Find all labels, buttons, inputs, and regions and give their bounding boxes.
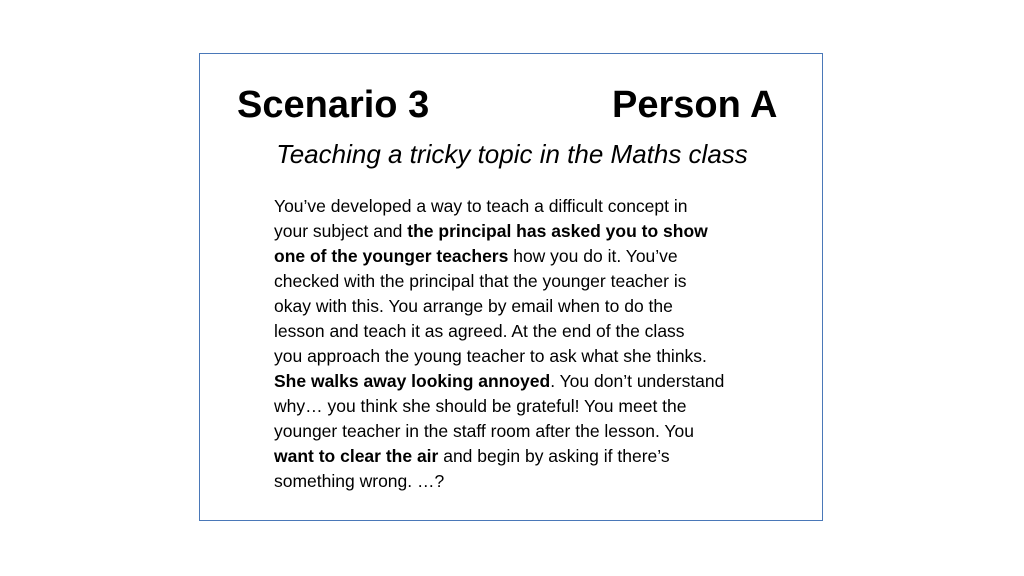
body-bold-segment: the principal has asked you to show: [407, 221, 708, 241]
scenario-card: [199, 53, 823, 521]
body-line: You’ve developed a way to teach a difficult concept in: [274, 196, 688, 216]
body-line: younger teacher in the staff room after the lesson. You: [274, 421, 694, 441]
scenario-description: [274, 194, 764, 494]
body-line: lesson and teach it as agreed. At the end of the class: [274, 321, 685, 341]
body-text-segment: . You don’t understand: [550, 371, 725, 391]
body-bold-segment: one of the younger teachers: [274, 246, 509, 266]
body-line: [274, 444, 764, 469]
body-line: [274, 369, 764, 394]
body-text-segment: and begin by asking if there’s: [438, 446, 670, 466]
body-line: something wrong. …?: [274, 471, 445, 491]
body-line: [274, 219, 764, 244]
person-title: Person A: [612, 84, 778, 126]
body-line: [274, 244, 764, 269]
body-bold-segment: want to clear the air: [274, 446, 439, 466]
body-bold-segment: She walks away looking annoyed: [274, 371, 551, 391]
body-line: you approach the young teacher to ask what she thinks.: [274, 346, 707, 366]
body-text-segment: how you do it. You’ve: [508, 246, 678, 266]
body-text-segment: your subject and: [274, 221, 408, 241]
body-line: checked with the principal that the younger teacher is: [274, 271, 687, 291]
body-line: okay with this. You arrange by email when to do the: [274, 296, 673, 316]
body-line: why… you think she should be grateful! You meet the: [274, 396, 687, 416]
scenario-subtitle: Teaching a tricky topic in the Maths class: [276, 139, 748, 169]
scenario-title: Scenario 3: [237, 84, 430, 126]
